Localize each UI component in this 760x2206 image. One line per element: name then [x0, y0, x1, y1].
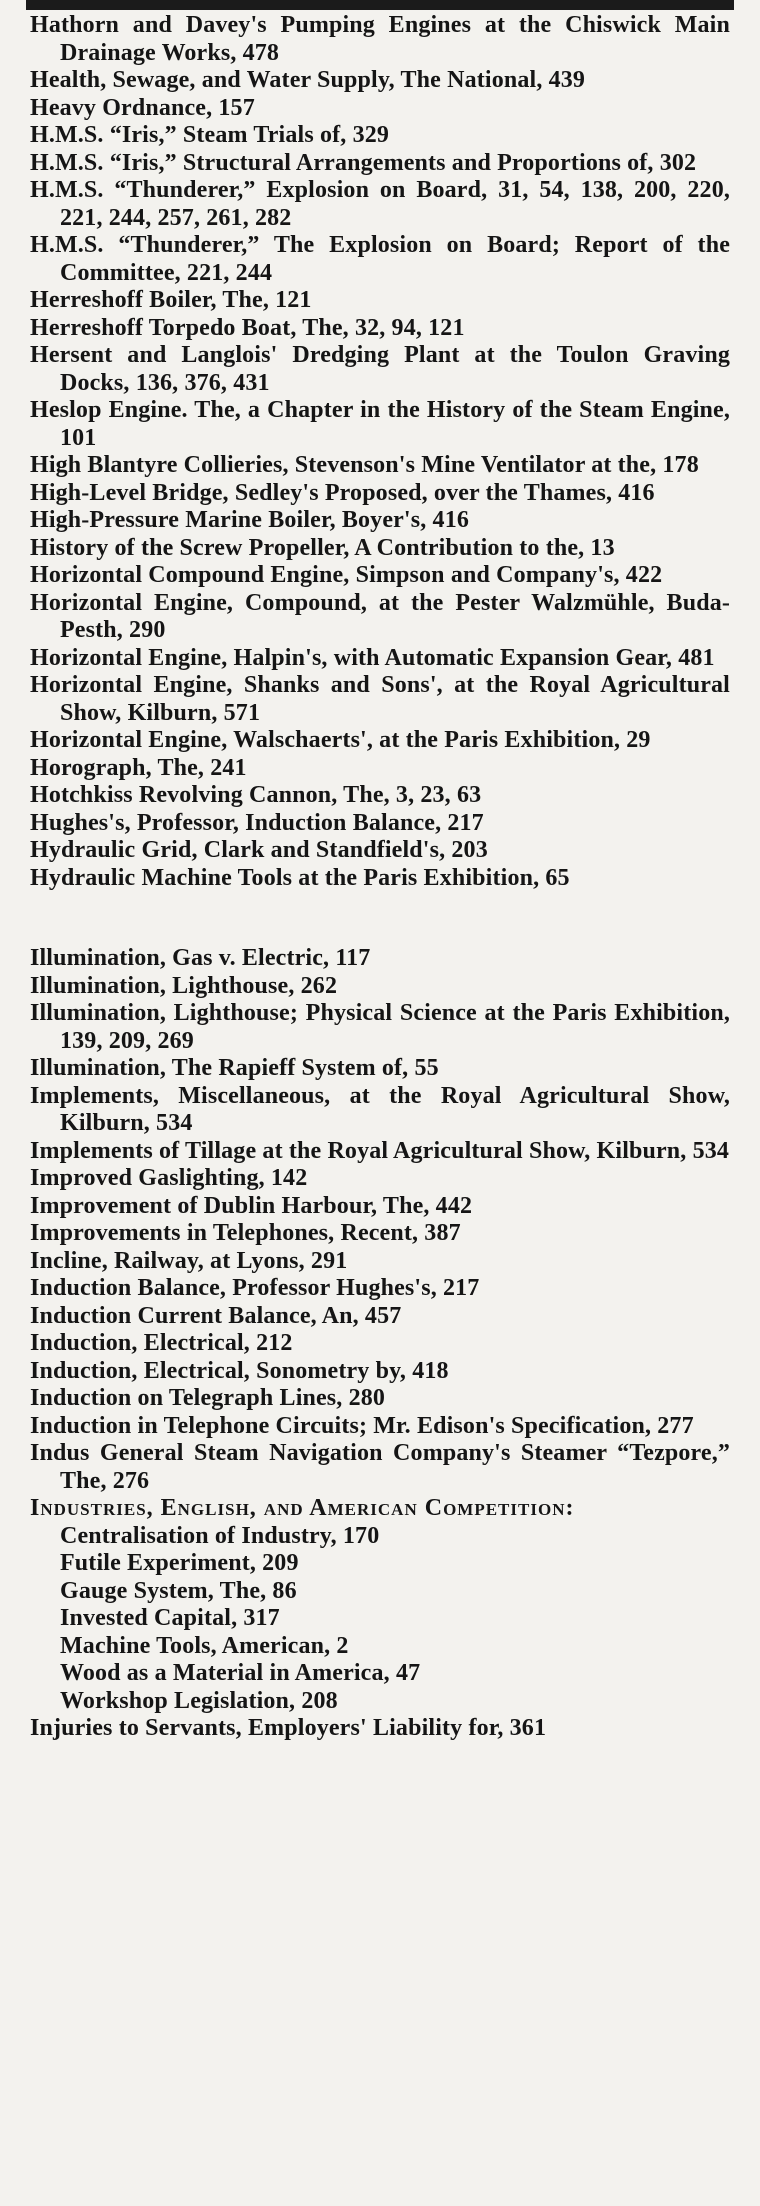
- index-entry: Indus General Steam Navigation Company's Steamer “Tezpore,” The, 276: [30, 1440, 730, 1494]
- index-subentry: Gauge System, The, 86: [60, 1577, 297, 1604]
- index-entry: Herreshoff Torpedo Boat, The, 32, 94, 121: [30, 314, 465, 341]
- index-entry: Improved Gaslighting, 142: [30, 1165, 308, 1191]
- index-entry: Hotchkiss Revolving Cannon, The, 3, 23, 63: [30, 782, 482, 808]
- index-entry: Improvement of Dublin Harbour, The, 442: [30, 1192, 473, 1219]
- index-entry: Illumination, Lighthouse, 262: [30, 972, 338, 999]
- index-entry: Herreshoff Boiler, The, 121: [30, 287, 312, 313]
- index-entry: Induction, Electrical, Sonometry by, 418: [30, 1357, 449, 1384]
- index-subentry: Workshop Legislation, 208: [60, 1687, 338, 1714]
- index-entry: H.M.S. “Iris,” Structural Arrangements and Proportions of, 302: [30, 149, 697, 176]
- index-entry: Improvements in Telephones, Recent, 387: [30, 1220, 461, 1246]
- index-entry: Induction in Telephone Circuits; Mr. Edison's Specification, 277: [30, 1412, 694, 1439]
- h-entries-list: [30, 12, 730, 892]
- index-entry: Implements, Miscellaneous, at the Royal Agricultural Show, Kilburn, 534: [30, 1082, 730, 1136]
- index-entry: Illumination, Lighthouse; Physical Science at the Paris Exhibition, 139, 209, 269: [30, 1000, 730, 1054]
- index-entry: History of the Screw Propeller, A Contribution to the, 13: [30, 534, 615, 561]
- section-gap: [30, 892, 730, 945]
- index-entry: Hydraulic Machine Tools at the Paris Exhibition, 65: [30, 864, 570, 891]
- index-entry: H.M.S. “Thunderer,” The Explosion on Board; Report of the Committee, 221, 244: [30, 232, 730, 286]
- index-entry: High Blantyre Collieries, Stevenson's Mine Ventilator at the, 178: [30, 452, 699, 478]
- index-subentry: Invested Capital, 317: [60, 1605, 280, 1631]
- index-entry: Heavy Ordnance, 157: [30, 94, 255, 121]
- index-entry: Horizontal Engine, Halpin's, with Automatic Expansion Gear, 481: [30, 644, 715, 671]
- index-entry: Hathorn and Davey's Pumping Engines at the Chiswick Main Drainage Works, 478: [30, 12, 730, 66]
- index-entry: Implements of Tillage at the Royal Agricultural Show, Kilburn, 534: [30, 1137, 730, 1164]
- index-entry: Health, Sewage, and Water Supply, The National, 439: [30, 67, 586, 93]
- index-entry: Horizontal Engine, Shanks and Sons', at the Royal Agricultural Show, Kilburn, 571: [30, 672, 730, 726]
- index-entry: Illumination, The Rapieff System of, 55: [30, 1055, 439, 1081]
- index-entry: Horizontal Engine, Walschaerts', at the Paris Exhibition, 29: [30, 727, 651, 753]
- index-entry: Horizontal Engine, Compound, at the Pester Walzmühle, Buda-Pesth, 290: [30, 589, 730, 643]
- index-subentry: Machine Tools, American, 2: [60, 1632, 349, 1659]
- index-entry: Horizontal Compound Engine, Simpson and Company's, 422: [30, 562, 663, 588]
- index-subentry: Centralisation of Industry, 170: [60, 1522, 380, 1549]
- index-entry: Induction Current Balance, An, 457: [30, 1302, 402, 1329]
- index-entry: Induction on Telegraph Lines, 280: [30, 1385, 386, 1411]
- index-entry: Hydraulic Grid, Clark and Standfield's, 203: [30, 837, 488, 863]
- index-entry: High-Pressure Marine Boiler, Boyer's, 416: [30, 507, 469, 533]
- index-entry: Hughes's, Professor, Induction Balance, 217: [30, 809, 484, 836]
- index-entry: Injuries to Servants, Employers' Liability for, 361: [30, 1715, 547, 1741]
- index-entry: Horograph, The, 241: [30, 754, 247, 781]
- index-entry: Heslop Engine. The, a Chapter in the History of the Steam Engine, 101: [30, 397, 730, 451]
- i-entries-list: [30, 945, 730, 1743]
- index-subentry: Futile Experiment, 209: [60, 1550, 299, 1576]
- index-entry: Incline, Railway, at Lyons, 291: [30, 1247, 348, 1274]
- index-entry: High-Level Bridge, Sedley's Proposed, over the Thames, 416: [30, 479, 655, 506]
- index-subentry: Wood as a Material in America, 47: [60, 1660, 421, 1686]
- index-entry: Induction, Electrical, 212: [30, 1330, 293, 1356]
- top-rule: [26, 0, 734, 10]
- index-entry: H.M.S. “Thunderer,” Explosion on Board, 31, 54, 138, 200, 220, 221, 244, 257, 261, 282: [30, 177, 730, 231]
- index-entry: H.M.S. “Iris,” Steam Trials of, 329: [30, 122, 390, 148]
- index-entry: Induction Balance, Professor Hughes's, 217: [30, 1275, 480, 1301]
- index-page: [30, 12, 730, 1743]
- index-entry: Hersent and Langlois' Dredging Plant at the Toulon Graving Docks, 136, 376, 431: [30, 342, 730, 396]
- index-entry: Illumination, Gas v. Electric, 117: [30, 945, 371, 971]
- index-heading-industries: Industries, English, and American Competition:: [30, 1495, 575, 1521]
